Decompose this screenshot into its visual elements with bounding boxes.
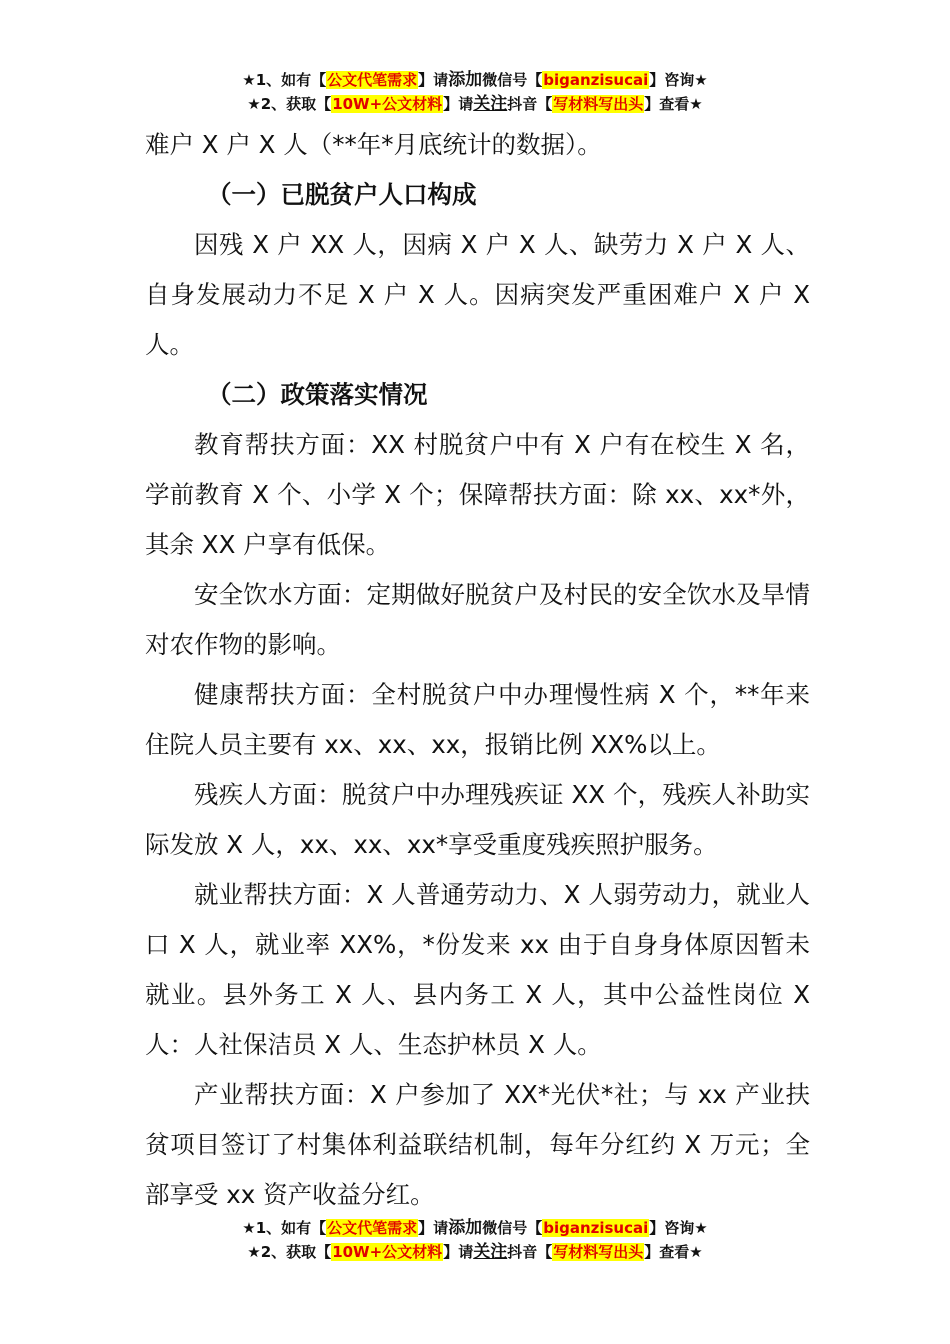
footer-banner xyxy=(0,1216,950,1264)
banner-emphasis: 添加 xyxy=(448,70,483,90)
banner-text: 】查看★ xyxy=(644,1243,703,1261)
section-heading-2: （二）政策落实情况 xyxy=(207,380,428,409)
paragraph-disability: 残疾人方面：脱贫户中办理残疾证 XX 个，残疾人补助实际发放 X 人，xx、xx、xx*享受重度残疾照护服务。 xyxy=(145,780,810,859)
banner-text: 】查看★ xyxy=(644,95,703,113)
paragraph-population: 因残 X 户 XX 人，因病 X 户 X 人、缺劳力 X 户 X 人、自身发展动力不足 X 户 X 人。因病突发严重困难户 X 户 X 人。 xyxy=(145,230,810,359)
highlight-text: 10W+公文材料 xyxy=(332,95,443,113)
banner-text: ★2、获取【 xyxy=(247,1243,332,1261)
paragraph-water: 安全饮水方面：定期做好脱贫户及村民的安全饮水及旱情对农作物的影响。 xyxy=(145,580,810,659)
banner-emphasis: 关注 xyxy=(473,1242,508,1262)
banner-text: ★2、获取【 xyxy=(247,95,332,113)
banner-text: 】请 xyxy=(418,1219,449,1237)
banner-text: 抖音【 xyxy=(507,1243,553,1261)
highlight-text: 公文代笔需求 xyxy=(327,1219,418,1237)
banner-text: ★1、如有【 xyxy=(242,1219,327,1237)
paragraph-industry: 产业帮扶方面：X 户参加了 XX*光伏*社；与 xx 产业扶贫项目签订了村集体利益联结机制，每年分红约 X 万元；全部享受 xx 资产收益分红。 xyxy=(145,1080,810,1209)
banner-text: ★1、如有【 xyxy=(242,71,327,89)
wechat-id-highlight: biganzisucai xyxy=(543,71,649,89)
paragraph-employment: 就业帮扶方面：X 人普通劳动力、X 人弱劳动力，就业人口 X 人，就业率 XX%，*份发来 xx 由于自身身体原因暂未就业。县外务工 X 人、县内务工 X 人，其中公益性岗位 X 人：人社保洁员 X 人、生态护林员 X 人。 xyxy=(145,880,810,1059)
header-banner xyxy=(0,68,950,116)
banner-emphasis: 关注 xyxy=(473,94,508,114)
paragraph-health: 健康帮扶方面：全村脱贫户中办理慢性病 X 个，**年来住院人员主要有 xx、xx、xx，报销比例 XX%以上。 xyxy=(145,680,810,759)
banner-text: 】请 xyxy=(418,71,449,89)
wechat-id-highlight: biganzisucai xyxy=(543,1219,649,1237)
banner-line-1 xyxy=(0,68,950,92)
section-heading-1: （一）已脱贫户人口构成 xyxy=(207,180,477,209)
banner-line-1 xyxy=(0,1216,950,1240)
banner-line-2 xyxy=(0,92,950,116)
highlight-text: 10W+公文材料 xyxy=(332,1243,443,1261)
banner-text: 】咨询★ xyxy=(649,71,708,89)
banner-text: 】请 xyxy=(443,1243,474,1261)
highlight-text: 公文代笔需求 xyxy=(327,71,418,89)
banner-text: 抖音【 xyxy=(507,95,553,113)
paragraph-continuation: 难户 X 户 X 人（**年*月底统计的数据）。 xyxy=(145,130,602,159)
banner-emphasis: 添加 xyxy=(448,1218,483,1238)
paragraph-education: 教育帮扶方面：XX 村脱贫户中有 X 户有在校生 X 名，学前教育 X 个、小学 X 个；保障帮扶方面：除 xx、xx*外，其余 XX 户享有低保。 xyxy=(145,430,810,559)
banner-line-2 xyxy=(0,1240,950,1264)
banner-text: 】请 xyxy=(443,95,474,113)
banner-text: 微信号【 xyxy=(482,71,543,89)
douyin-id-highlight: 写材料写出头 xyxy=(553,1243,644,1261)
document-body xyxy=(145,120,810,1220)
banner-text: 】咨询★ xyxy=(649,1219,708,1237)
banner-text: 微信号【 xyxy=(482,1219,543,1237)
douyin-id-highlight: 写材料写出头 xyxy=(553,95,644,113)
